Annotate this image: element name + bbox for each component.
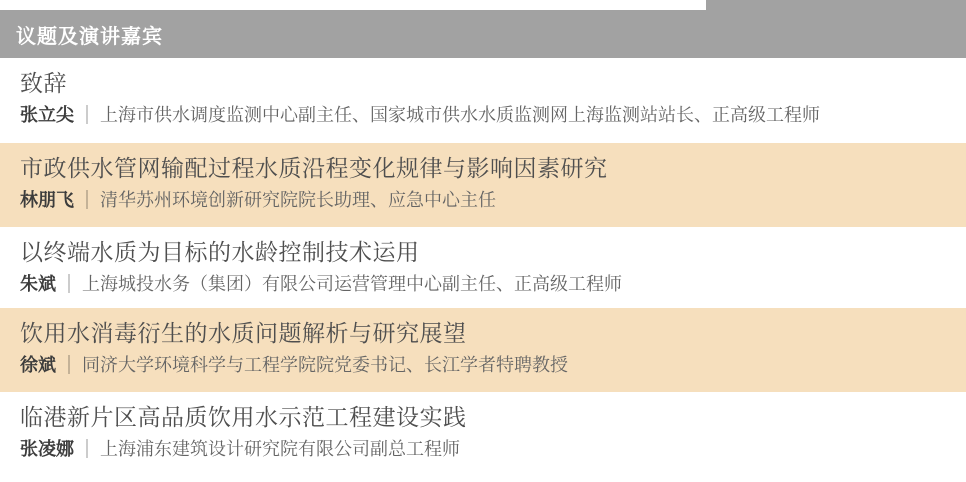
- speaker-divider: [86, 439, 88, 458]
- speaker-affiliation: 上海城投水务（集团）有限公司运营管理中心副主任、正高级工程师: [82, 274, 622, 294]
- talk-title: 市政供水管网输配过程水质沿程变化规律与影响因素研究: [20, 155, 608, 181]
- speaker-divider: [86, 190, 88, 209]
- speaker-name: 张立尖: [20, 105, 74, 125]
- talk-title: 致辞: [20, 70, 67, 96]
- talk-title: 饮用水消毒衍生的水质问题解析与研究展望: [20, 320, 467, 346]
- speaker-affiliation: 同济大学环境科学与工程学院院党委书记、长江学者特聘教授: [82, 355, 568, 375]
- agenda-row: [0, 227, 966, 308]
- speaker-divider: [86, 105, 88, 124]
- top-margin-strip: [0, 0, 966, 10]
- speaker-line: [20, 103, 946, 127]
- speaker-affiliation: 上海市供水调度监测中心副主任、国家城市供水水质监测网上海监测站站长、正高级工程师: [100, 105, 820, 125]
- speaker-name: 朱斌: [20, 274, 56, 294]
- header-top-right-block: [706, 0, 966, 10]
- agenda-rows: [0, 58, 966, 482]
- agenda-row: [0, 392, 966, 482]
- speaker-name: 徐斌: [20, 355, 56, 375]
- section-header-title: 议题及演讲嘉宾: [16, 25, 163, 48]
- talk-title: 以终端水质为目标的水龄控制技术运用: [20, 239, 420, 265]
- section-header-bar: [0, 10, 966, 58]
- speaker-affiliation: 清华苏州环境创新研究院院长助理、应急中心主任: [100, 190, 496, 210]
- agenda-row: [0, 143, 966, 227]
- speaker-line: [20, 188, 946, 212]
- speaker-affiliation: 上海浦东建筑设计研究院有限公司副总工程师: [100, 439, 460, 459]
- speaker-divider: [68, 274, 70, 293]
- speaker-line: [20, 437, 946, 461]
- agenda-row: [0, 58, 966, 143]
- speaker-line: [20, 272, 946, 296]
- speaker-name: 张凌娜: [20, 439, 74, 459]
- speaker-divider: [68, 355, 70, 374]
- talk-title: 临港新片区高品质饮用水示范工程建设实践: [20, 404, 467, 430]
- speaker-line: [20, 353, 946, 377]
- agenda-row: [0, 308, 966, 392]
- speaker-name: 林朋飞: [20, 190, 74, 210]
